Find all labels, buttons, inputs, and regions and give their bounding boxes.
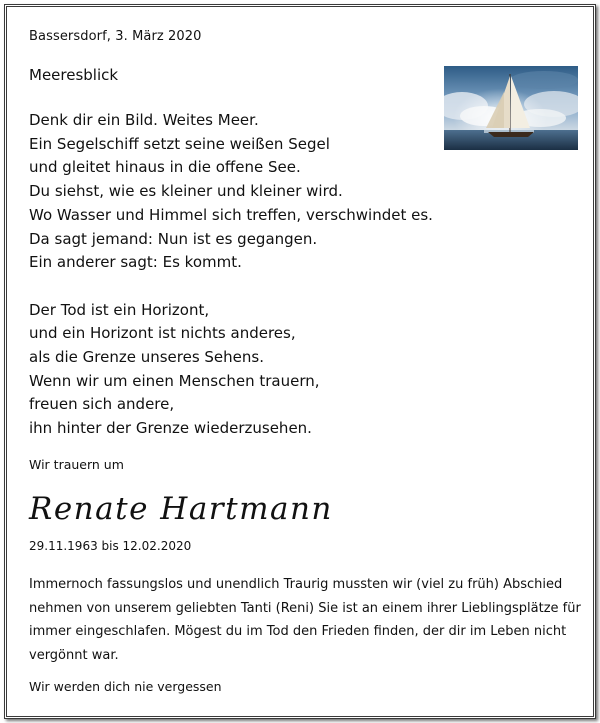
poem-stanza-2 <box>29 299 433 441</box>
condolence-message <box>29 573 581 667</box>
poem-line: und gleitet hinaus in die offene See. <box>29 158 301 177</box>
deceased-name: Renate Hartmann <box>29 491 333 527</box>
poem-line: Ein Segelschiff setzt seine weißen Segel <box>29 134 330 153</box>
closing-line: Wir werden dich nie vergessen <box>29 679 222 694</box>
poem-line: Wenn wir um einen Menschen trauern, <box>29 371 320 390</box>
message-line: vergönnt war. <box>29 647 119 663</box>
poem-line: und ein Horizont ist nichts anderes, <box>29 324 296 343</box>
poem-line: Wo Wasser und Himmel sich treffen, verschwindet es. <box>29 205 433 224</box>
poem-title: Meeresblick <box>29 66 119 84</box>
poem <box>29 109 433 441</box>
place-date: Bassersdorf, 3. März 2020 <box>29 29 202 44</box>
poem-line: Ein anderer sagt: Es kommt. <box>29 253 242 272</box>
poem-line: Da sagt jemand: Nun ist es gegangen. <box>29 229 318 248</box>
obituary-frame <box>4 4 596 719</box>
poem-stanza-1 <box>29 109 433 275</box>
message-line: Immernoch fassungslos und unendlich Traurig mussten wir (viel zu früh) Abschied <box>29 577 563 592</box>
poem-line: Du siehst, wie es kleiner und kleiner wird. <box>29 182 343 201</box>
poem-line: freuen sich andere, <box>29 395 175 414</box>
poem-line: ihn hinter der Grenze wiederzusehen. <box>29 419 312 438</box>
poem-line: Denk dir ein Bild. Weites Meer. <box>29 111 259 129</box>
life-dates: 29.11.1963 bis 12.02.2020 <box>29 539 192 553</box>
message-line: nehmen von unserem geliebten Tanti (Reni) Sie ist an einem ihrer Lieblingsplätze für <box>29 600 581 616</box>
mourn-intro: Wir trauern um <box>29 457 124 472</box>
sailboat-image <box>444 66 578 150</box>
poem-line: Der Tod ist ein Horizont, <box>29 300 210 319</box>
poem-line: als die Grenze unseres Sehens. <box>29 348 264 367</box>
message-line: immer eingeschlafen. Mögest du im Tod den Frieden finden, der dir im Leben nicht <box>29 624 567 639</box>
